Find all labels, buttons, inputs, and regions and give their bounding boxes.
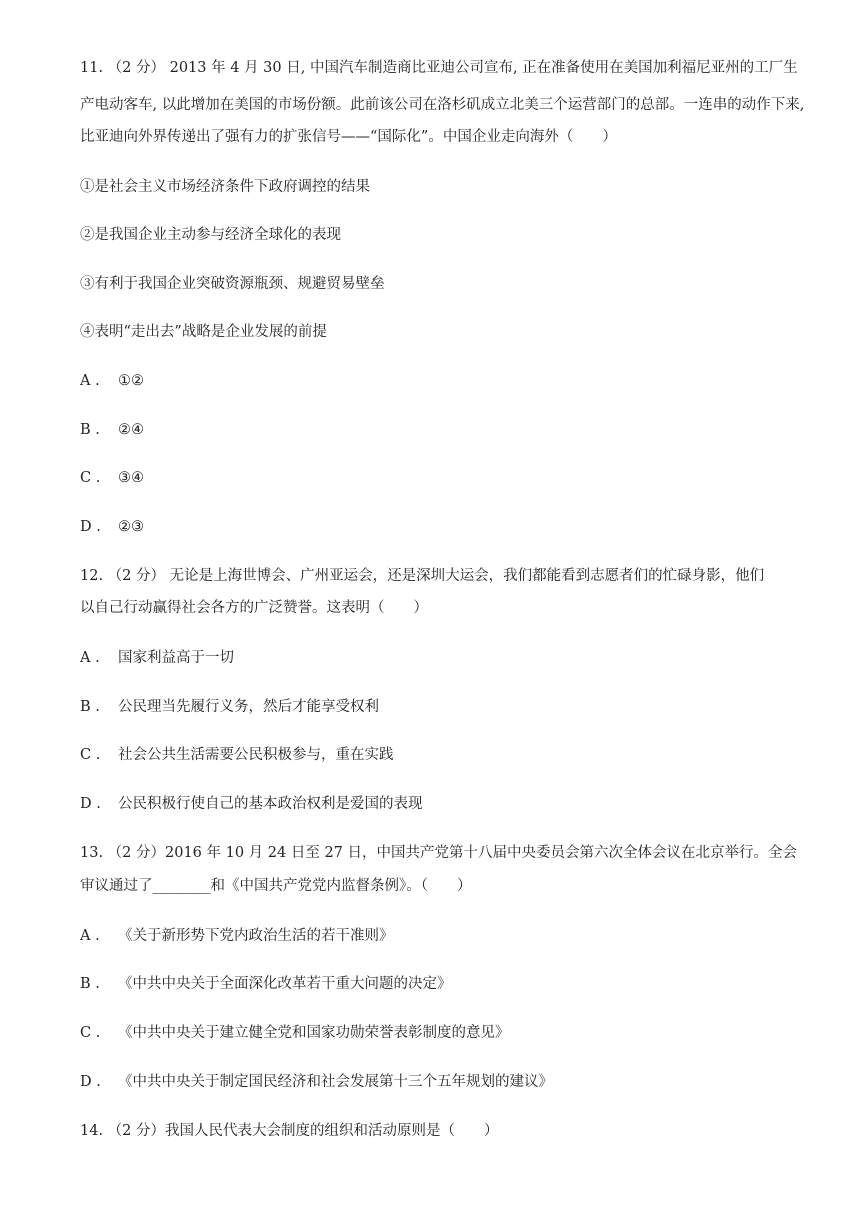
question-11-option-c[interactable] bbox=[80, 468, 144, 488]
question-13-option-d[interactable] bbox=[80, 1072, 553, 1092]
option-letter: D . bbox=[80, 1074, 101, 1090]
question-11-option-d[interactable] bbox=[80, 517, 144, 537]
option-letter: D . bbox=[80, 519, 101, 535]
question-11-statement-4: ④表明“走出去”战略是企业发展的前提 bbox=[80, 324, 327, 340]
question-12-option-b[interactable] bbox=[80, 697, 379, 717]
question-12-stem-line-1: 12. （2 分） 无论是上海世博会、广州亚运会，还是深圳大运会，我们都能看到志愿者们的忙碌身影，他们 bbox=[80, 568, 765, 584]
question-12-stem-line-2: 以自己行动赢得社会各方的广泛赞誉。这表明（ ） bbox=[80, 600, 428, 616]
option-letter: B . bbox=[80, 422, 100, 438]
option-text: ②④ bbox=[118, 422, 144, 438]
question-11-stem-line-2: 产电动客车, 以此增加在美国的市场份额。此前该公司在洛杉矶成立北美三个运营部门的总部。一连串的动作下来, bbox=[80, 97, 805, 113]
question-13-stem-line-2: 审议通过了________和《中国共产党党内监督条例》。（ ） bbox=[80, 878, 472, 894]
option-letter: A . bbox=[80, 373, 100, 389]
question-13-option-c[interactable] bbox=[80, 1023, 510, 1043]
option-text: 社会公共生活需要公民积极参与，重在实践 bbox=[118, 747, 394, 763]
option-letter: A . bbox=[80, 650, 100, 666]
option-text: 公民积极行使自己的基本政治权利是爱国的表现 bbox=[118, 796, 423, 812]
question-13-option-a[interactable] bbox=[80, 926, 394, 946]
question-13-stem-line-1: 13. （2 分）2016 年 10 月 24 日至 27 日，中国共产党第十八届中央委员会第六次全体会议在北京举行。全会 bbox=[80, 845, 798, 861]
question-11-option-a[interactable] bbox=[80, 371, 144, 391]
question-14-stem-line-1: 14. （2 分）我国人民代表大会制度的组织和活动原则是（ ） bbox=[80, 1123, 499, 1139]
question-13-option-b[interactable] bbox=[80, 974, 452, 994]
question-11-stem-line-1: 11. （2 分） 2013 年 4 月 30 日, 中国汽车制造商比亚迪公司宣布, 正在准备使用在美国加利福尼亚州的工厂生 bbox=[80, 60, 798, 76]
question-11-statement-1: ①是社会主义市场经济条件下政府调控的结果 bbox=[80, 179, 370, 195]
question-11-statement-2: ②是我国企业主动参与经济全球化的表现 bbox=[80, 227, 341, 243]
option-text: ②③ bbox=[118, 519, 144, 535]
option-text: 《关于新形势下党内政治生活的若干准则》 bbox=[118, 928, 394, 944]
option-letter: C . bbox=[80, 747, 101, 763]
question-11-option-b[interactable] bbox=[80, 420, 144, 440]
option-letter: C . bbox=[80, 470, 101, 486]
option-text: 《中共中央关于建立健全党和国家功勋荣誉表彰制度的意见》 bbox=[118, 1025, 510, 1041]
question-11-stem-line-3: 比亚迪向外界传递出了强有力的扩张信号——“国际化”。中国企业走向海外（ ） bbox=[80, 129, 617, 145]
option-letter: D . bbox=[80, 796, 101, 812]
question-12-option-a[interactable] bbox=[80, 648, 234, 668]
option-text: ③④ bbox=[118, 470, 144, 486]
question-11-statement-3: ③有利于我国企业突破资源瓶颈、规避贸易壁垒 bbox=[80, 276, 385, 292]
question-12-option-d[interactable] bbox=[80, 794, 423, 814]
question-12-option-c[interactable] bbox=[80, 745, 394, 765]
option-text: 《中共中央关于制定国民经济和社会发展第十三个五年规划的建议》 bbox=[118, 1074, 553, 1090]
option-letter: B . bbox=[80, 976, 100, 992]
option-text: 公民理当先履行义务，然后才能享受权利 bbox=[118, 699, 379, 715]
option-letter: B . bbox=[80, 699, 100, 715]
option-letter: A . bbox=[80, 928, 100, 944]
option-text: 国家利益高于一切 bbox=[118, 650, 234, 666]
option-letter: C . bbox=[80, 1025, 101, 1041]
option-text: 《中共中央关于全面深化改革若干重大问题的决定》 bbox=[118, 976, 452, 992]
option-text: ①② bbox=[118, 373, 144, 389]
